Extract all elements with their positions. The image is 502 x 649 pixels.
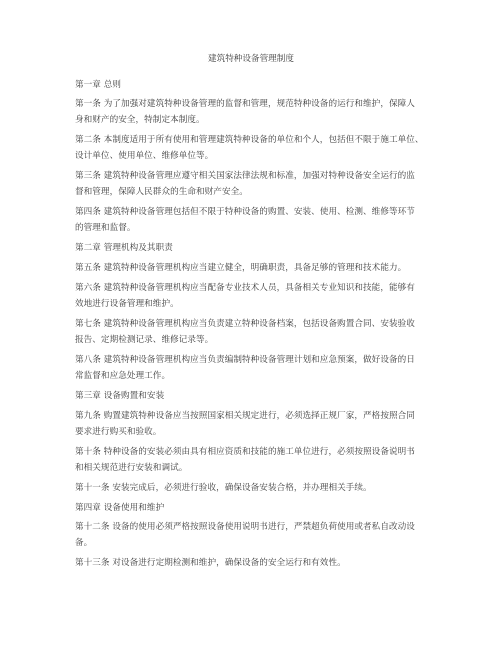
article-text-line: 备。 <box>75 538 93 548</box>
article-text-line: 第七条 建筑特种设备管理机构应当负责建立特种设备档案，包括设备购置合同、安装验收 <box>75 319 415 329</box>
article-text-line: 第八条 建筑特种设备管理机构应当负责编制特种设备管理计划和应急预案，做好设备的日 <box>75 355 415 365</box>
article-text-line: 要求进行购买和验收。 <box>75 427 162 437</box>
article-text-line: 第四条 建筑特种设备管理包括但不限于特种设备的购置、安装、使用、检测、维修等环节 <box>75 207 415 217</box>
chapter-heading: 第三章 设备购置和安装 <box>75 391 165 401</box>
chapter-heading: 第二章 管理机构及其职责 <box>75 243 173 253</box>
article-text-line: 第十二条 设备的使用必须严格按照设备使用说明书进行，严禁超负荷使用或者私自改动设 <box>75 522 415 532</box>
article-text-line: 第五条 建筑特种设备管理机构应当建立健全，明确职责，具备足够的管理和技术能力。 <box>75 263 407 273</box>
article-text-line: 第十三条 对设备进行定期检测和维护，确保设备的安全运行和有效性。 <box>75 558 346 568</box>
article-text-line: 第三条 建筑特种设备管理应遵守相关国家法律法规和标准，加强对特种设备安全运行的监 <box>75 171 415 181</box>
chapter-heading: 第一章 总则 <box>75 80 122 90</box>
article-text-line: 第九条 购置建筑特种设备应当按照国家相关规定进行，必须选择正规厂家，严格按照合同 <box>75 411 415 421</box>
document-title: 建筑特种设备管理制度 <box>208 54 294 64</box>
article-text-line: 第十条 特种设备的安装必须由具有相应资质和技能的施工单位进行，必须按照设备说明书 <box>75 447 415 457</box>
article-text-line: 督和管理，保障人民群众的生命和财产安全。 <box>75 187 248 197</box>
article-text-line: 第二条 本制度适用于所有使用和管理建筑特种设备的单位和个人，包括但不限于施工单位、 <box>75 135 424 145</box>
article-text-line: 第十一条 安装完成后，必须进行验收，确保设备安装合格，并办理相关手续。 <box>75 483 372 493</box>
article-text-line: 第六条 建筑特种设备管理机构应当配备专业技术人员，具备相关专业知识和技能，能够有 <box>75 283 415 293</box>
article-text-line: 效地进行设备管理和维护。 <box>75 299 179 309</box>
chapter-heading: 第四章 设备使用和维护 <box>75 503 165 513</box>
article-text-line: 和相关规范进行安装和调试。 <box>75 463 188 473</box>
article-text-line: 身和财产的安全，特制定本制度。 <box>75 115 205 125</box>
article-text-line: 常监督和应急处理工作。 <box>75 371 171 381</box>
article-text-line: 第一条 为了加强对建筑特种设备管理的监督和管理，规范特种设备的运行和维护，保障人 <box>75 99 415 109</box>
article-text-line: 报告、定期检测记录、维修记录等。 <box>75 335 214 345</box>
article-text-line: 的管理和监督。 <box>75 223 136 233</box>
article-text-line: 设计单位、使用单位、维修单位等。 <box>75 151 214 161</box>
